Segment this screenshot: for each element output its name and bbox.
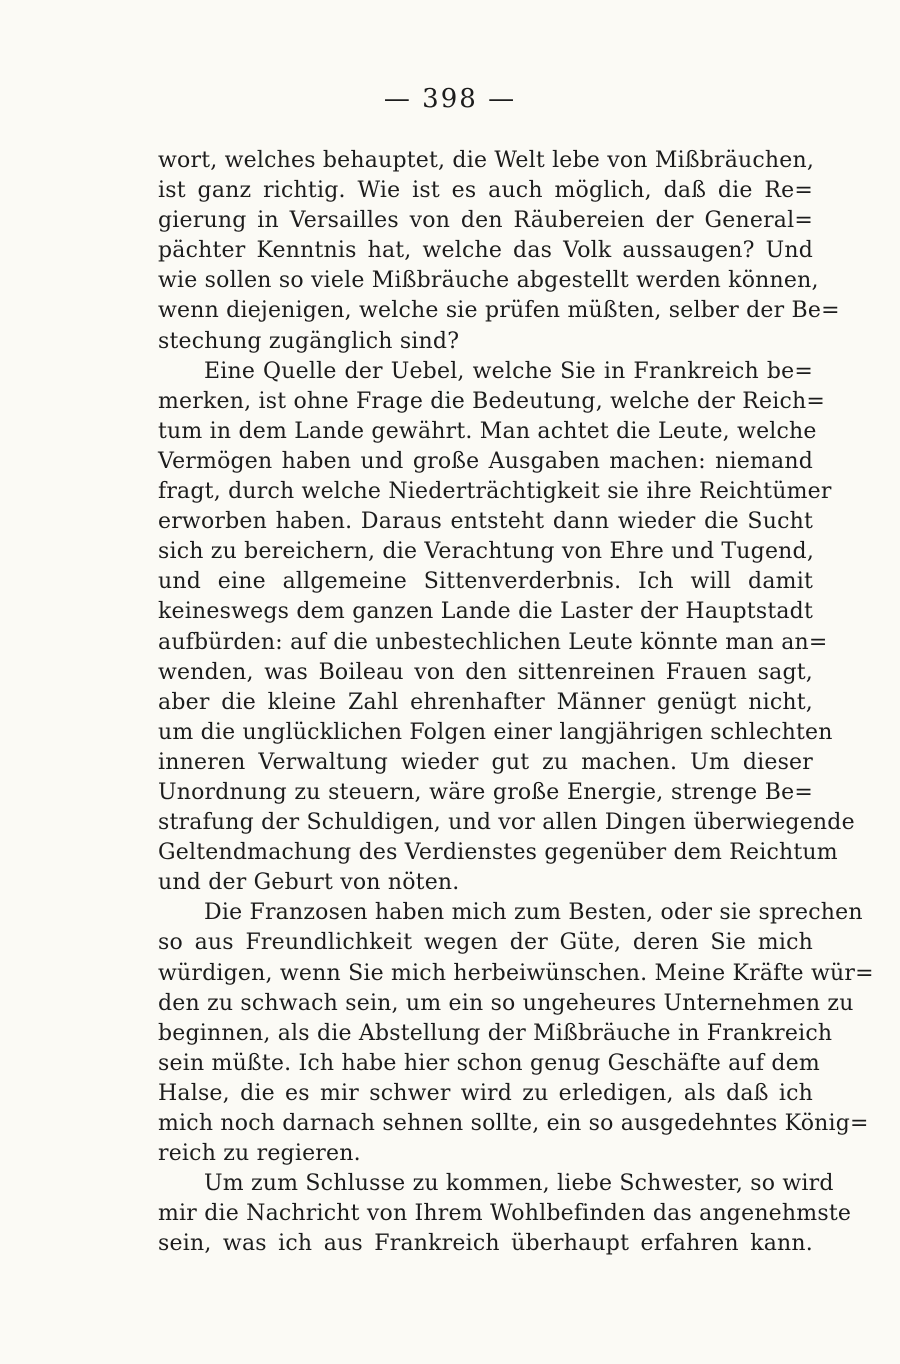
text-line: reich zu regieren.: [158, 1141, 361, 1167]
paragraph: [158, 898, 874, 1169]
text-line: wenden, was Boileau von den sittenreinen Frauen sagt,: [158, 659, 813, 685]
text-line: gierung in Versailles von den Räubereien der General=: [158, 208, 813, 234]
text-line: Eine Quelle der Uebel, welche Sie in Frankreich be=: [204, 358, 813, 384]
text-line: würdigen, wenn Sie mich herbeiwünschen. Meine Kräfte wür=: [158, 960, 874, 986]
text-line: stechung zugänglich sind?: [158, 328, 460, 354]
text-line: Vermögen haben und große Ausgaben machen: niemand: [158, 448, 813, 474]
text-line: mir die Nachricht von Ihrem Wohlbefinden das angenehmste: [158, 1201, 852, 1227]
text-line: um die unglücklichen Folgen einer langjährigen schlechten: [158, 719, 833, 745]
text-line: keineswegs dem ganzen Lande die Laster der Hauptstadt: [158, 599, 813, 625]
text-line: Geltendmachung des Verdienstes gegenüber dem Reichtum: [158, 840, 838, 866]
text-line: sein müßte. Ich habe hier schon genug Geschäfte auf dem: [158, 1050, 820, 1076]
text-line: sein, was ich aus Frankreich überhaupt erfahren kann.: [158, 1231, 813, 1257]
text-line: den zu schwach sein, um ein so ungeheures Unternehmen zu: [158, 990, 854, 1016]
paragraph: [158, 1169, 852, 1259]
text-line: wenn diejenigen, welche sie prüfen müßten, selber der Be=: [158, 298, 840, 324]
text-line: und der Geburt von nöten.: [158, 870, 460, 896]
text-line: und eine allgemeine Sittenverderbnis. Ich will damit: [158, 569, 813, 595]
text-line: Halse, die es mir schwer wird zu erledigen, als daß ich: [158, 1080, 813, 1106]
text-line: Die Franzosen haben mich zum Besten, oder sie sprechen: [204, 900, 863, 926]
text-line: beginnen, als die Abstellung der Mißbräuche in Frankreich: [158, 1020, 833, 1046]
text-line: erworben haben. Daraus entsteht dann wieder die Sucht: [158, 509, 813, 535]
text-line: aufbürden: auf die unbestechlichen Leute könnte man an=: [158, 629, 828, 655]
paragraph: [158, 357, 855, 899]
text-line: Um zum Schlusse zu kommen, liebe Schwester, so wird: [204, 1171, 834, 1197]
text-line: inneren Verwaltung wieder gut zu machen. Um dieser: [158, 749, 813, 775]
text-line: wort, welches behauptet, die Welt lebe von Mißbräuchen,: [158, 148, 815, 173]
paragraph: [158, 146, 840, 357]
text-line: aber die kleine Zahl ehrenhafter Männer genügt nicht,: [158, 689, 813, 715]
text-line: pächter Kenntnis hat, welche das Volk aussaugen? Und: [158, 238, 813, 264]
text-line: mich noch darnach sehnen sollte, ein so ausgedehntes König=: [158, 1111, 869, 1136]
text-line: ist ganz richtig. Wie ist es auch möglich, daß die Re=: [158, 178, 813, 204]
text-line: merken, ist ohne Frage die Bedeutung, welche der Reich=: [158, 388, 826, 414]
body-text: [158, 146, 874, 1259]
text-line: strafung der Schuldigen, und vor allen Dingen überwiegende: [158, 810, 855, 836]
text-line: tum in dem Lande gewährt. Man achtet die Leute, welche: [158, 418, 817, 444]
text-line: so aus Freundlichkeit wegen der Güte, deren Sie mich: [158, 930, 813, 956]
text-line: sich zu bereichern, die Verachtung von Ehre und Tugend,: [158, 539, 815, 565]
text-line: fragt, durch welche Niederträchtigkeit sie ihre Reichtümer: [158, 479, 832, 505]
text-line: wie sollen so viele Mißbräuche abgestellt werden können,: [158, 268, 819, 294]
text-line: Unordnung zu steuern, wäre große Energie, strenge Be=: [158, 779, 813, 805]
page-number: — 398 —: [383, 84, 517, 114]
